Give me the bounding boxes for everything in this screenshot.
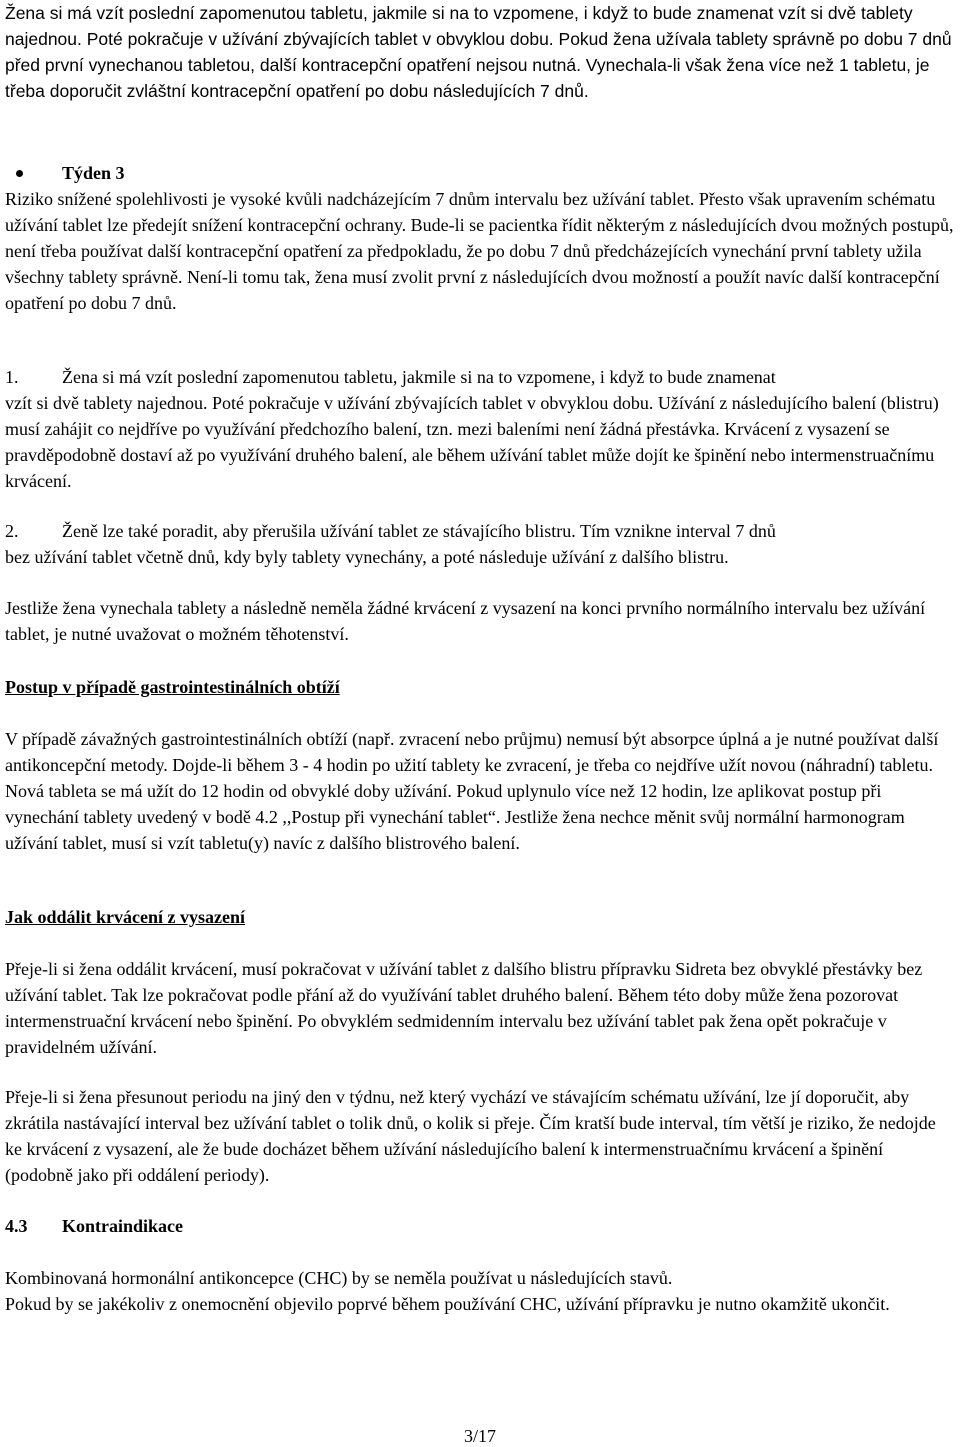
page-number: 3/17 bbox=[463, 1426, 496, 1446]
pregnancy-paragraph: Jestliže žena vynechala tablety a následně neměla žádné krvácení z vysazení na konci prvního normálního intervalu bez užívání tablet, je nutné uvažovat o možném těhotenství. bbox=[5, 598, 926, 644]
week3-paragraph: Riziko snížené spolehlivosti je vysoké kvůli nadcházejícím 7 dnům intervalu bez užívání tablet. Přesto však upravením schématu užívání tablet lze předejít snížení kontracepční ochrany. Bude-li se pacientka řídit některým z následujících dvou možných postupů, není třeba používat další kontracepční opatření za předpokladu, že po dobu 7 dnů předcházejících vynechání první tablety užila všechny tablety správně. Není-li tomu tak, žena musí zvolit první z následujících dvou možností a použít navíc další kontracepční opatření po dobu 7 dnů. bbox=[5, 189, 954, 313]
gastro-heading: Postup v případě gastrointestinálních obtíží bbox=[5, 677, 340, 697]
bullet-dot-icon bbox=[16, 170, 23, 177]
section-title: Kontraindikace bbox=[62, 1216, 184, 1236]
list-item-number: 1. bbox=[5, 367, 19, 387]
delay-heading: Jak oddálit krvácení z vysazení bbox=[5, 907, 246, 927]
delay-paragraph-1: Přeje-li si žena oddálit krvácení, musí pokračovat v užívání tablet z dalšího blistru přípravku Sidreta bez obvyklé přestávky bez užívání tablet. Tak lze pokračovat podle přání až do využívání tablet druhého balení. Během této doby může žena pozorovat intermenstruační krvácení nebo špinění. Po obvyklém sedmidenním intervalu bez užívání tablet pak žena opět pokračuje v pravidelném užívání. bbox=[5, 959, 923, 1057]
list-item-text: bez užívání tablet včetně dnů, kdy byly tablety vynechány, a poté následuje užívání z dalšího blistru. bbox=[5, 547, 729, 567]
section-number: 4.3 bbox=[5, 1216, 28, 1236]
list-item-first-line: Žena si má vzít poslední zapomenutou tabletu, jakmile si na to vzpomene, i když to bude znamenat bbox=[62, 367, 776, 387]
contraindications-line-1: Kombinovaná hormonální antikoncepce (CHC) by se neměla používat u následujících stavů. bbox=[5, 1268, 673, 1288]
gastro-paragraph: V případě závažných gastrointestinálních obtíží (např. zvracení nebo průjmu) nemusí být absorpce úplná a je nutné používat další antikoncepční metody. Dojde-li během 3 - 4 hodin po užití tablety ke zvracení, je třeba co nejdříve užít novou (náhradní) tabletu. Nová tableta se má užít do 12 hodin od obvyklé doby užívání. Pokud uplynulo více než 12 hodin, lze aplikovat postup při vynechání tablety uvedený v bodě 4.2 ,,Postup při vynechání tablet“. Jestliže žena nechce měnit svůj normální harmonogram užívání tablet, musí si vzít tabletu(y) navíc z dalšího blistrového balení. bbox=[5, 729, 939, 853]
delay-paragraph-2: Přeje-li si žena přesunout periodu na jiný den v týdnu, než který vychází ve stávajícím schématu užívání, lze jí doporučit, aby zkrátila nastávající interval bez užívání tablet o tolik dnů, o kolik si přeje. Čím kratší bude interval, tím větší je riziko, že nedojde ke krvácení z vysazení, ale že bude docházet během užívání následujícího balení k intermenstruačnímu krvácení a špinění (podobně jako při oddálení periody). bbox=[5, 1087, 936, 1185]
list-item-first-line: Ženě lze také poradit, aby přerušila užívání tablet ze stávajícího blistru. Tím vznikne interval 7 dnů bbox=[62, 521, 776, 541]
list-item-number: 2. bbox=[5, 521, 19, 541]
section-heading bbox=[5, 1213, 955, 1239]
list-item-text: vzít si dvě tablety najednou. Poté pokračuje v užívání zbývajících tablet v obvyklou dobu. Užívání z následujícího balení (blistru) musí zahájit co nejdříve po využívání předchozího balení, tzn. mezi baleními není žádná přestávka. Krvácení z vysazení se pravděpodobně dostaví až po využívání druhého balení, ale během užívání tablet může dojít ke špinění nebo intermenstruačnímu krvácení. bbox=[5, 393, 939, 491]
week3-title: Týden 3 bbox=[62, 163, 125, 183]
contraindications-line-2: Pokud by se jakékoliv z onemocnění objevilo poprvé během používání CHC, užívání přípravku je nutno okamžitě ukončit. bbox=[5, 1294, 890, 1314]
contraindications-paragraph bbox=[5, 1265, 955, 1317]
intro-paragraph: Žena si má vzít poslední zapomenutou tabletu, jakmile si na to vzpomene, i když to bude znamenat vzít si dvě tablety najednou. Poté pokračuje v užívání zbývajících tablet v obvyklou dobu. Pokud žena užívala tablety správně po dobu 7 dnů před první vynechanou tabletou, další kontracepční opatření nejsou nutná. Vynechala-li však žena více než 1 tabletu, je třeba doporučit zvláštní kontracepční opatření po dobu následujících 7 dnů. bbox=[5, 3, 952, 101]
